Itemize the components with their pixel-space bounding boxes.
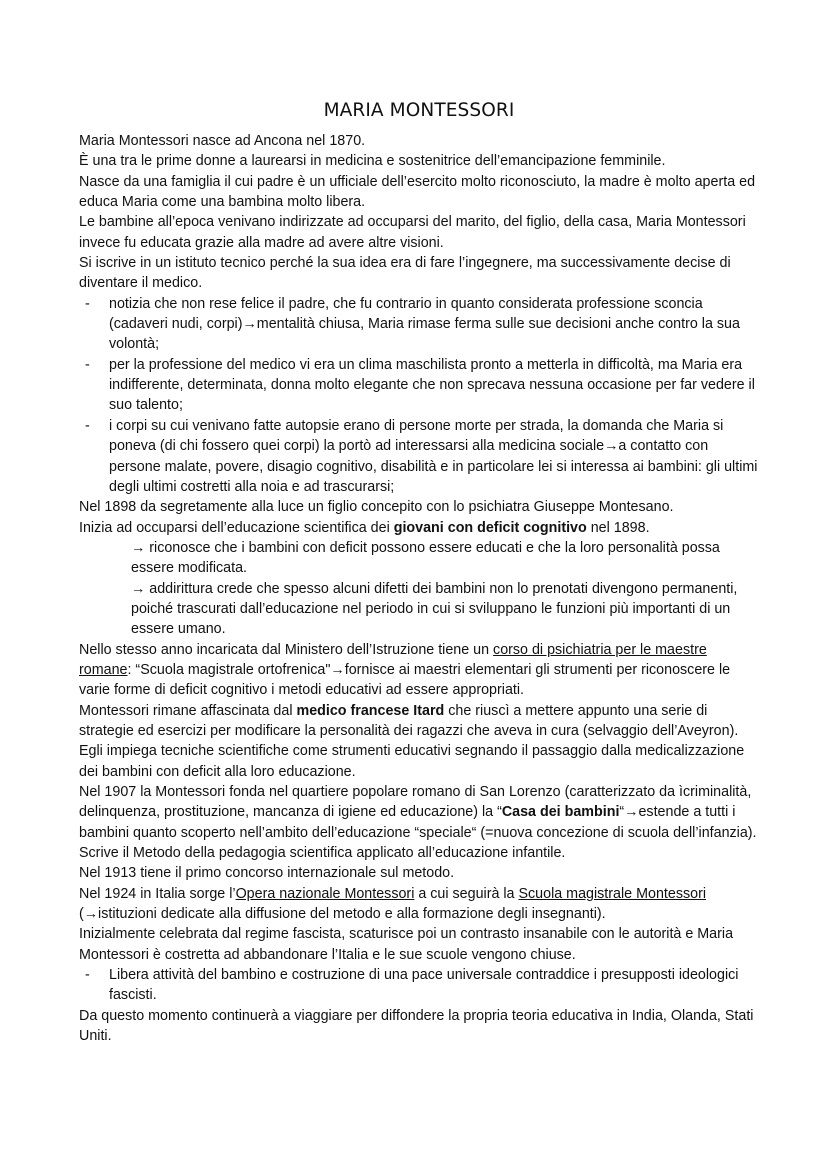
list-item: - i corpi su cui venivano fatte autopsie erano di persone morte per strada, la domanda che Maria si poneva (di chi fossero quei corpi) la portò ad interessarsi alla medicina sociale→a contatto con persone malate, povere, disagio cognitivo, disabilità e in particolare lei si interessa ai bambini: gli ultimi degli ultimi costretti alla noia e ad trascurarsi; — [79, 416, 759, 497]
bold-phrase: giovani con deficit cognitivo — [393, 519, 587, 536]
bullet-list-fascism — [79, 965, 759, 1006]
paragraph-itard: Montessori rimane affascinata dal medico francese Itard che riuscì a mettere appunto una serie di strategie ed esercizi per modificare la personalità dei ragazzi che aveva in cura (selvaggio dell’Aveyron). — [79, 702, 739, 739]
paragraph-deficit: Inizia ad occuparsi dell’educazione scientifica dei giovani con deficit cognitivo nel 1898. — [79, 519, 650, 536]
paragraph-techniques: Egli impiega tecniche scientifiche come strumenti educativi segnando il passaggio dalla medicalizzazione dei bambini con deficit alla loro educazione. — [79, 743, 745, 780]
bullet-list-medicine — [79, 294, 759, 497]
list-item: - notizia che non rese felice il padre, che fu contrario in quanto considerata professione sconcia (cadaveri nudi, corpi)→mentalità chiusa, Maria rimase ferma sulle sue decisioni anche contro la sua volontà; — [79, 294, 759, 355]
paragraph-1913: Nel 1913 tiene il primo concorso internazionale sul metodo. — [79, 865, 455, 882]
paragraph-birth: Maria Montessori nasce ad Ancona nel 1870. — [79, 133, 366, 149]
bold-phrase: medico francese Itard — [296, 702, 445, 719]
document-title: MARIA MONTESSORI — [323, 100, 515, 121]
bold-phrase: Casa dei bambini — [501, 804, 620, 821]
paragraph-casa-dei-bambini: Nel 1907 la Montessori fonda nel quartiere popolare romano di San Lorenzo (caratterizzato da ìcriminalità, delinquenza, prostituzione, mancanza di igiene ed educazione) la “Casa dei bambini“→estende a tutti i bambini quanto scoperto nell’ambito dell’educazione “speciale“ (=nuova concezione di scuola dell’infanzia). — [79, 784, 757, 841]
paragraph-son: Nel 1898 da segretamente alla luce un figlio concepito con lo psichiatra Giuseppe Montesano. — [79, 499, 674, 516]
underlined-phrase: Scuola magistrale Montessori — [518, 885, 707, 902]
paragraph-family: Nasce da una famiglia il cui padre è un ufficiale dell’esercito molto riconosciuto, la madre è molto aperta ed educa Maria come una bambina molto libera. — [79, 173, 756, 211]
document-page — [79, 98, 759, 1046]
paragraph-1924: Nel 1924 in Italia sorge l’Opera nazionale Montessori a cui seguirà la Scuola magistrale Montessori (→istituzioni dedicate alla diffusione del metodo e alla formazione degli insegnanti). — [79, 885, 707, 923]
paragraph-medicine: È una tra le prime donne a laurearsi in medicina e sostenitrice dell’emancipazione femminile. — [79, 153, 666, 170]
list-item: - per la professione del medico vi era un clima maschilista pronto a metterla in difficoltà, ma Maria era indifferente, determinata, donna molto elegante che non sprecava nessuna occasione per far vedere il suo talento; — [79, 355, 759, 416]
paragraph-institute: Si iscrive in un istituto tecnico perché la sua idea era di fare l’ingegnere, ma successivamente decise di diventare il medico. — [79, 255, 731, 292]
arrow-note-1: → riconosce che i bambini con deficit possono essere educati e che la loro personalità possa essere modificata. — [131, 539, 720, 577]
paragraph-fascism: Inizialmente celebrata dal regime fascista, scaturisce poi un contrasto insanabile con le autorità e Maria Montessori è costretta ad abbandonare l’Italia e le sue scuole vengono chiuse. — [79, 926, 734, 963]
paragraph-travels: Da questo momento continuerà a viaggiare per diffondere la propria teoria educativa in India, Olanda, Stati Uniti. — [79, 1007, 754, 1045]
underlined-phrase: corso di psichiatria per le maestre romane — [79, 641, 707, 678]
arrow-note-2: → addirittura crede che spesso alcuni difetti dei bambini non lo prenotati divengono permanenti, poiché trascurati dall’educazione nel periodo in cui si sviluppano le funzioni più importanti di un essere umano. — [131, 580, 738, 638]
underlined-phrase: Opera nazionale Montessori — [235, 885, 415, 902]
paragraph-method: Scrive il Metodo della pedagogia scientifica applicato all’educazione infantile. — [79, 845, 566, 862]
list-item: - Libera attività del bambino e costruzione di una pace universale contraddice i presupposti ideologici fascisti. — [79, 965, 759, 1006]
paragraph-girls-era: Le bambine all’epoca venivano indirizzate ad occuparsi del marito, del figlio, della casa, Maria Montessori invece fu educata grazie alla madre ad avere altre visioni. — [79, 214, 746, 251]
paragraph-course: Nello stesso anno incaricata dal Ministero dell’Istruzione tiene un corso di psichiatria per le maestre romane: “Scuola magistrale ortofrenica"→fornisce ai maestri elementari gli strumenti per riconoscere le varie forme di deficit cognitivo i metodi educativi ad essere appropriati. — [79, 641, 731, 699]
